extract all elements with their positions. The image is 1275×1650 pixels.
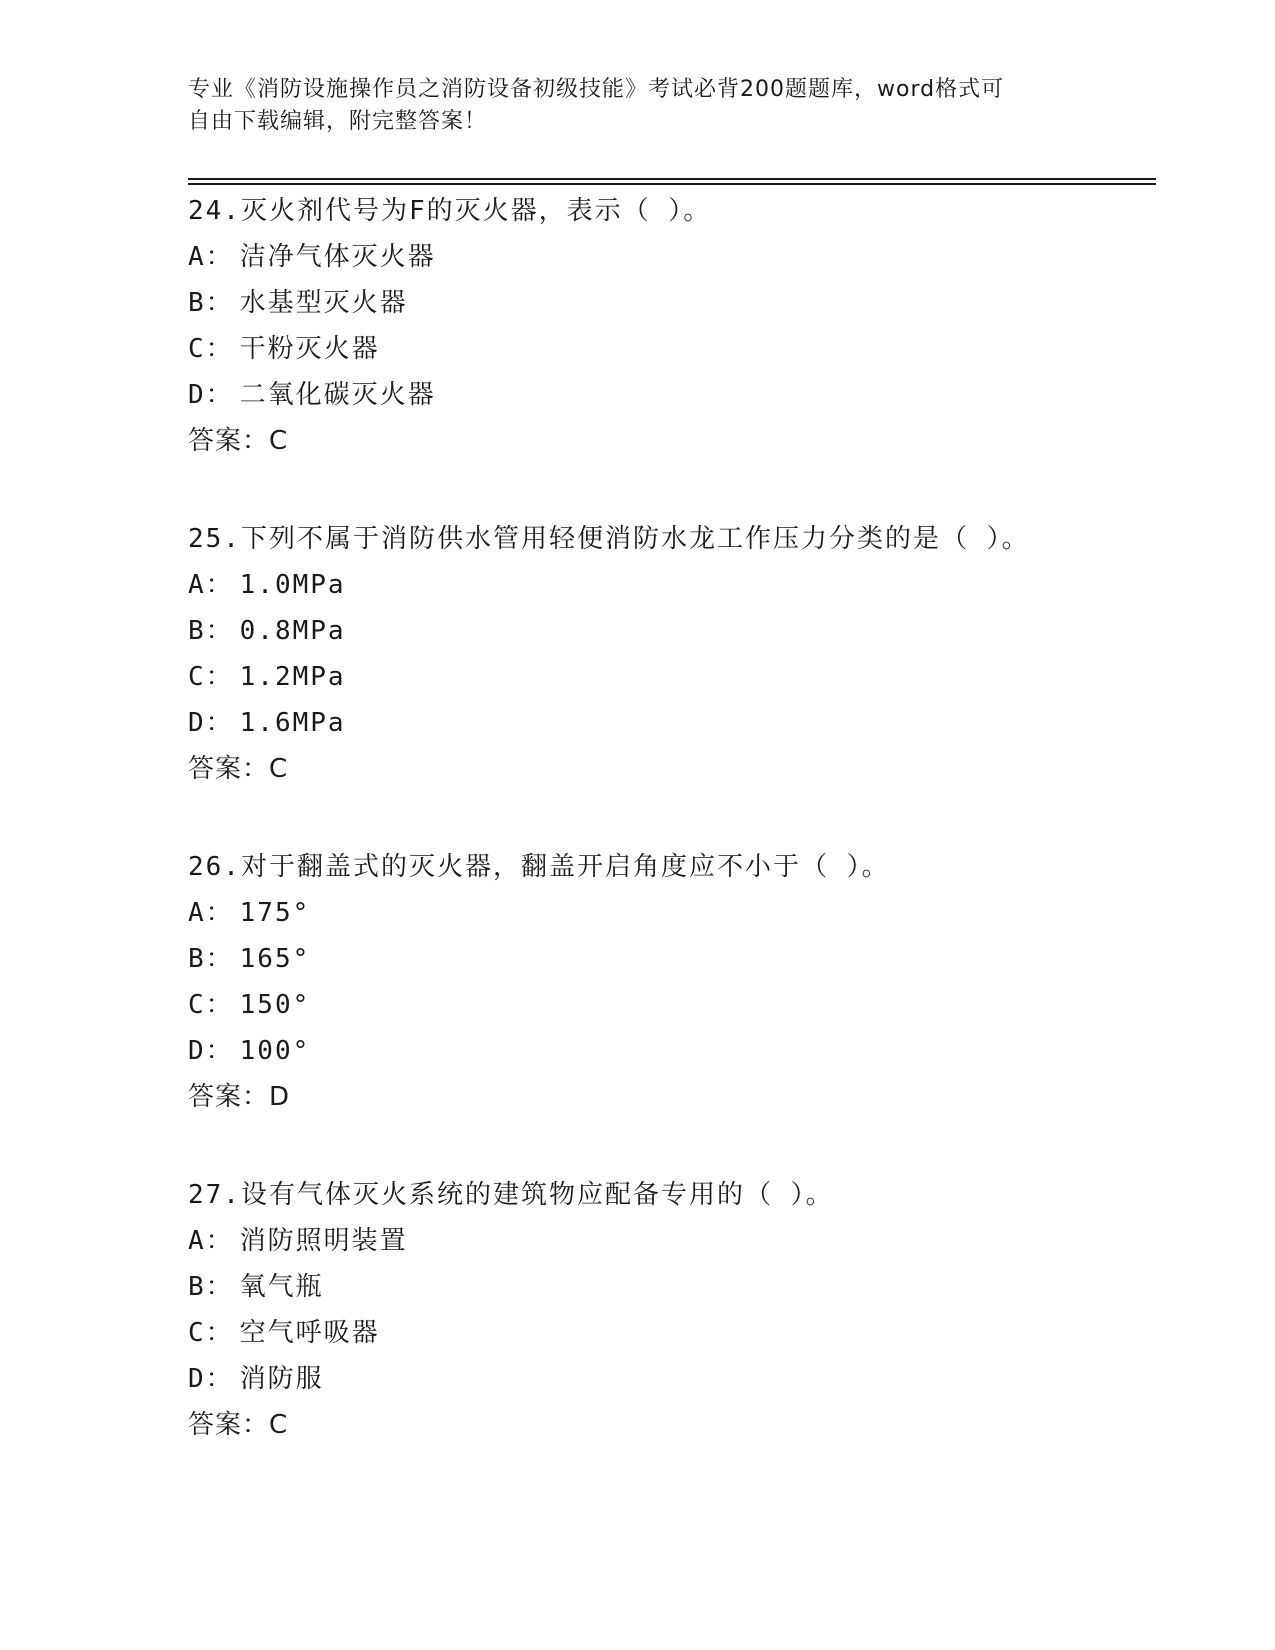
option-d <box>188 372 1188 418</box>
question-27 <box>188 1172 1188 1448</box>
question-25 <box>188 516 1188 792</box>
question-stem: 26.对于翻盖式的灭火器，翻盖开启角度应不小于（ ）。 <box>188 852 890 882</box>
question-24 <box>188 188 1188 464</box>
option-a <box>188 562 1188 608</box>
option-letter: D： <box>188 380 234 410</box>
option-a <box>188 890 1188 936</box>
option-text: 干粉灭火器 <box>239 334 380 364</box>
header-divider-top <box>188 178 1156 180</box>
option-text: 消防照明装置 <box>239 1226 408 1256</box>
header-line-1: 专业《消防设施操作员之消防设备初级技能》考试必背200题题库，word格式可 <box>188 77 1005 102</box>
option-letter: B： <box>188 616 234 646</box>
option-c <box>188 654 1188 700</box>
option-letter: A： <box>188 898 234 928</box>
question-stem: 24.灭火剂代号为F的灭火器，表示（ ）。 <box>188 196 712 226</box>
option-letter: A： <box>188 242 234 272</box>
option-d <box>188 1028 1188 1074</box>
option-text: 消防服 <box>239 1364 324 1394</box>
option-letter: A： <box>188 570 234 600</box>
document-header <box>188 74 1088 138</box>
option-text: 空气呼吸器 <box>239 1318 380 1348</box>
option-text: 洁净气体灭火器 <box>239 242 436 272</box>
option-letter: C： <box>188 990 234 1020</box>
header-divider-bottom <box>188 183 1156 185</box>
answer-line: 答案：C <box>188 426 289 456</box>
option-letter: B： <box>188 288 234 318</box>
option-b <box>188 1264 1188 1310</box>
option-d <box>188 1356 1188 1402</box>
option-c <box>188 326 1188 372</box>
header-line-2: 自由下载编辑，附完整答案！ <box>188 109 488 134</box>
option-text: 二氧化碳灭火器 <box>239 380 436 410</box>
question-26 <box>188 844 1188 1120</box>
option-b <box>188 280 1188 326</box>
option-text: 1.6MPa <box>239 708 346 738</box>
question-stem: 27.设有气体灭火系统的建筑物应配备专用的（ ）。 <box>188 1180 834 1210</box>
option-b <box>188 608 1188 654</box>
option-text: 175° <box>239 898 311 928</box>
option-letter: C： <box>188 1318 234 1348</box>
option-text: 1.0MPa <box>239 570 346 600</box>
option-c <box>188 982 1188 1028</box>
option-text: 165° <box>239 944 311 974</box>
option-c <box>188 1310 1188 1356</box>
option-letter: B： <box>188 944 234 974</box>
option-letter: D： <box>188 1036 234 1066</box>
option-a <box>188 1218 1188 1264</box>
option-text: 100° <box>239 1036 311 1066</box>
answer-line: 答案：C <box>188 1410 289 1440</box>
option-text: 氧气瓶 <box>239 1272 324 1302</box>
answer-line: 答案：D <box>188 1082 291 1112</box>
option-text: 1.2MPa <box>239 662 346 692</box>
option-letter: C： <box>188 334 234 364</box>
option-letter: C： <box>188 662 234 692</box>
option-text: 0.8MPa <box>239 616 346 646</box>
question-list <box>188 188 1188 1500</box>
option-d <box>188 700 1188 746</box>
option-letter: A： <box>188 1226 234 1256</box>
option-text: 水基型灭火器 <box>239 288 408 318</box>
option-letter: D： <box>188 1364 234 1394</box>
answer-line: 答案：C <box>188 754 289 784</box>
option-a <box>188 234 1188 280</box>
question-stem: 25.下列不属于消防供水管用轻便消防水龙工作压力分类的是（ ）。 <box>188 524 1030 554</box>
option-letter: B： <box>188 1272 234 1302</box>
option-letter: D： <box>188 708 234 738</box>
option-text: 150° <box>239 990 311 1020</box>
option-b <box>188 936 1188 982</box>
